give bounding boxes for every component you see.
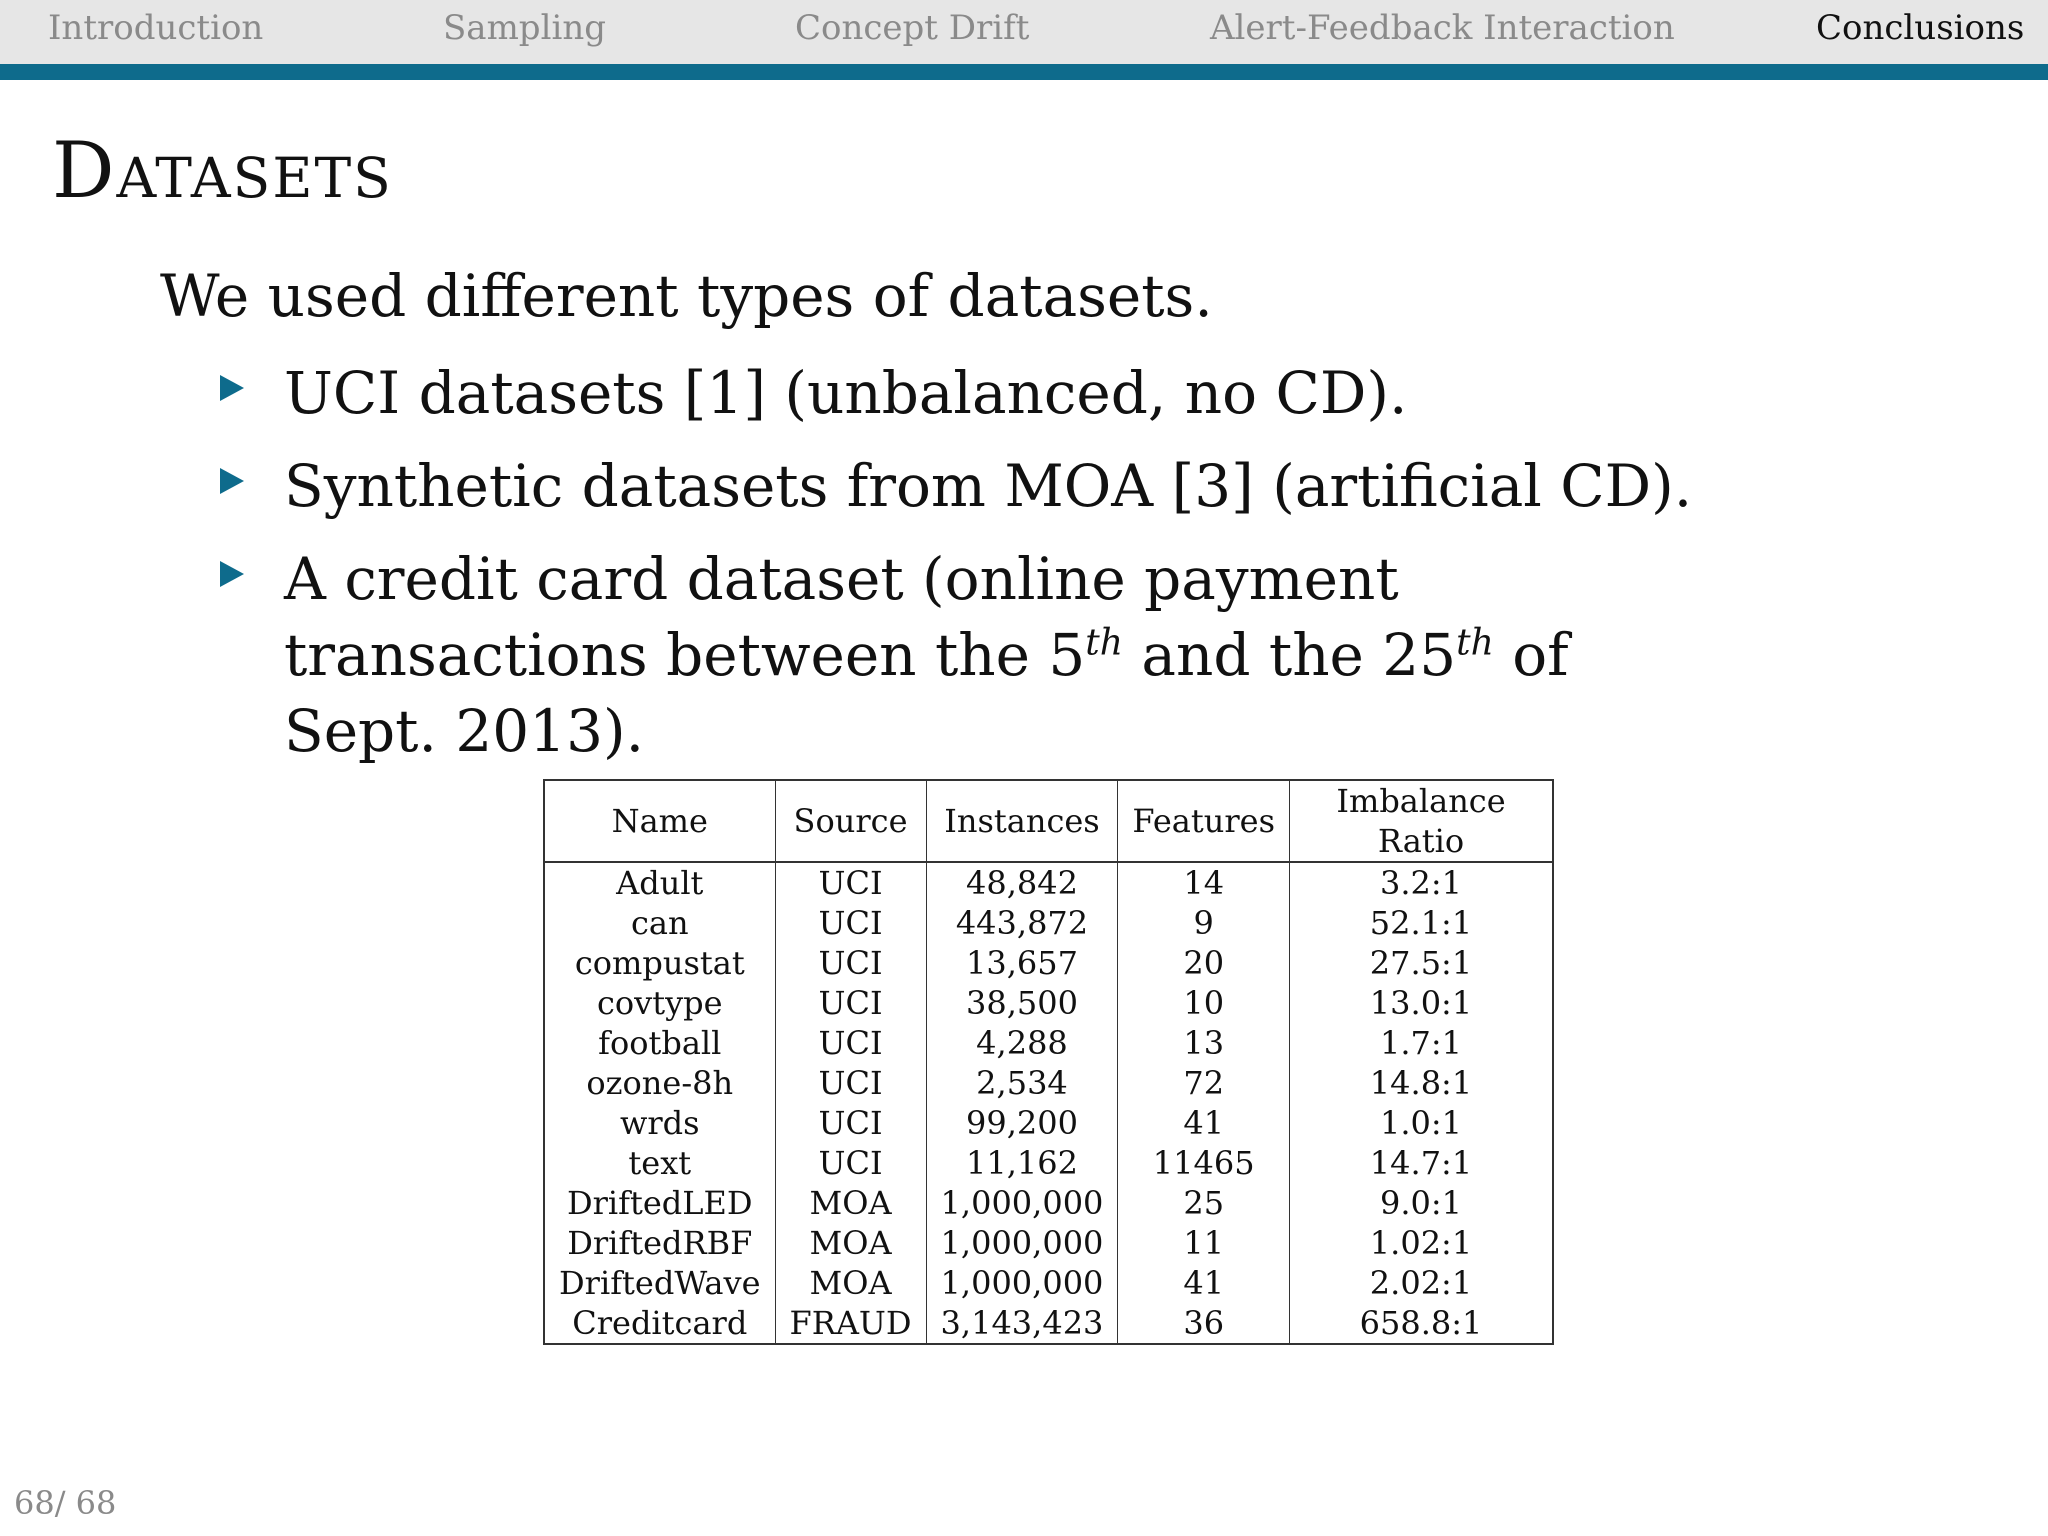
cell-name: wrds	[619, 1104, 700, 1142]
cell-source: MOA	[775, 1263, 926, 1303]
superscript-th: th	[1456, 622, 1494, 664]
header-name: Name	[544, 780, 775, 862]
cell-instances: 48,842	[926, 862, 1118, 903]
cell-instances: 443,872	[926, 903, 1118, 943]
cell-instances: 1,000,000	[926, 1263, 1118, 1303]
cell-features: 10	[1118, 983, 1290, 1023]
cell-name: DriftedWave	[559, 1264, 761, 1302]
cell-name: ozone-8h	[586, 1064, 734, 1102]
cell-source: MOA	[775, 1183, 926, 1223]
table-row	[544, 1063, 1553, 1103]
table-row	[544, 903, 1553, 943]
table-header-row	[544, 780, 1553, 862]
datasets-table	[543, 779, 1554, 1345]
cell-features: 72	[1118, 1063, 1290, 1103]
header-imbalance-ratio: Imbalance Ratio	[1290, 780, 1554, 862]
cell-source: UCI	[775, 862, 926, 903]
nav-item-conclusions[interactable]: Conclusions	[1816, 8, 2025, 48]
cell-instances: 13,657	[926, 943, 1118, 983]
datasets-table-container	[543, 779, 1554, 1345]
bullet-item	[220, 355, 1734, 431]
cell-imbalance-ratio: 3.2:1	[1290, 862, 1554, 903]
cell-features: 36	[1118, 1303, 1290, 1344]
cell-imbalance-ratio: 13.0:1	[1290, 983, 1554, 1023]
cell-features: 9	[1118, 903, 1290, 943]
cell-source: MOA	[775, 1223, 926, 1263]
cell-features: 11465	[1118, 1143, 1290, 1183]
cell-imbalance-ratio: 658.8:1	[1290, 1303, 1554, 1344]
cell-imbalance-ratio: 27.5:1	[1290, 943, 1554, 983]
header-instances: Instances	[926, 780, 1118, 862]
superscript-th: th	[1085, 622, 1123, 664]
cell-instances: 3,143,423	[926, 1303, 1118, 1344]
cell-name: compustat	[574, 944, 745, 982]
cell-name: Creditcard	[572, 1304, 748, 1342]
table-row	[544, 1143, 1553, 1183]
table-row	[544, 1263, 1553, 1303]
table-row	[544, 1223, 1553, 1263]
cell-instances: 2,534	[926, 1063, 1118, 1103]
bullet-text: UCI datasets [1] (unbalanced, no CD).	[284, 359, 1408, 427]
cell-imbalance-ratio: 14.8:1	[1290, 1063, 1554, 1103]
nav-item-sampling[interactable]: Sampling	[443, 8, 606, 48]
cell-source: UCI	[775, 983, 926, 1023]
cell-imbalance-ratio: 14.7:1	[1290, 1143, 1554, 1183]
cell-instances: 11,162	[926, 1143, 1118, 1183]
table-row	[544, 1183, 1553, 1223]
page-number: 68/ 68	[14, 1484, 117, 1522]
table-row	[544, 1103, 1553, 1143]
cell-instances: 4,288	[926, 1023, 1118, 1063]
table-row	[544, 943, 1553, 983]
slide-title: Datasets	[52, 126, 393, 216]
section-navbar	[0, 0, 2048, 80]
cell-features: 13	[1118, 1023, 1290, 1063]
cell-instances: 38,500	[926, 983, 1118, 1023]
cell-features: 25	[1118, 1183, 1290, 1223]
cell-source: UCI	[775, 1063, 926, 1103]
nav-item-introduction[interactable]: Introduction	[48, 8, 264, 48]
bullet-item	[220, 448, 1734, 524]
cell-source: UCI	[775, 943, 926, 983]
nav-item-concept-drift[interactable]: Concept Drift	[795, 8, 1030, 48]
table-row	[544, 1023, 1553, 1063]
nav-item-alert-feedback[interactable]: Alert-Feedback Interaction	[1210, 8, 1675, 48]
cell-features: 20	[1118, 943, 1290, 983]
bullet-item	[220, 541, 1734, 769]
cell-features: 11	[1118, 1223, 1290, 1263]
bullet-triangle-icon	[220, 468, 244, 494]
cell-source: FRAUD	[775, 1303, 926, 1344]
cell-features: 41	[1118, 1103, 1290, 1143]
cell-imbalance-ratio: 1.0:1	[1290, 1103, 1554, 1143]
bullet-text: Synthetic datasets from MOA [3] (artificial CD).	[284, 452, 1693, 520]
bullet-triangle-icon	[220, 561, 244, 587]
cell-instances: 1,000,000	[926, 1223, 1118, 1263]
cell-imbalance-ratio: 52.1:1	[1290, 903, 1554, 943]
cell-source: UCI	[775, 1143, 926, 1183]
bullet-text-part2: and the 25	[1122, 621, 1457, 689]
bullet-text-part3: of Sept. 2013).	[284, 621, 1569, 765]
cell-source: UCI	[775, 903, 926, 943]
bullet-triangle-icon	[220, 375, 244, 401]
table-row	[544, 862, 1553, 903]
cell-source: UCI	[775, 1023, 926, 1063]
cell-name: covtype	[596, 984, 723, 1022]
cell-imbalance-ratio: 1.7:1	[1290, 1023, 1554, 1063]
bullet-list	[220, 355, 1734, 786]
cell-name: DriftedLED	[566, 1184, 753, 1222]
table-row	[544, 1303, 1553, 1344]
cell-name: Adult	[616, 864, 704, 902]
header-source: Source	[775, 780, 926, 862]
cell-instances: 99,200	[926, 1103, 1118, 1143]
cell-name: can	[630, 904, 689, 942]
cell-name: DriftedRBF	[567, 1224, 753, 1262]
intro-text: We used different types of datasets.	[160, 262, 1213, 330]
header-features: Features	[1118, 780, 1290, 862]
cell-imbalance-ratio: 9.0:1	[1290, 1183, 1554, 1223]
cell-imbalance-ratio: 2.02:1	[1290, 1263, 1554, 1303]
cell-imbalance-ratio: 1.02:1	[1290, 1223, 1554, 1263]
cell-name: football	[598, 1024, 722, 1062]
cell-name: text	[628, 1144, 692, 1182]
cell-features: 41	[1118, 1263, 1290, 1303]
cell-features: 14	[1118, 862, 1290, 903]
cell-instances: 1,000,000	[926, 1183, 1118, 1223]
table-body	[544, 862, 1553, 1344]
cell-source: UCI	[775, 1103, 926, 1143]
table-row	[544, 983, 1553, 1023]
bullet-text-part1: A credit card dataset (online payment transactions between the 5	[284, 545, 1399, 689]
